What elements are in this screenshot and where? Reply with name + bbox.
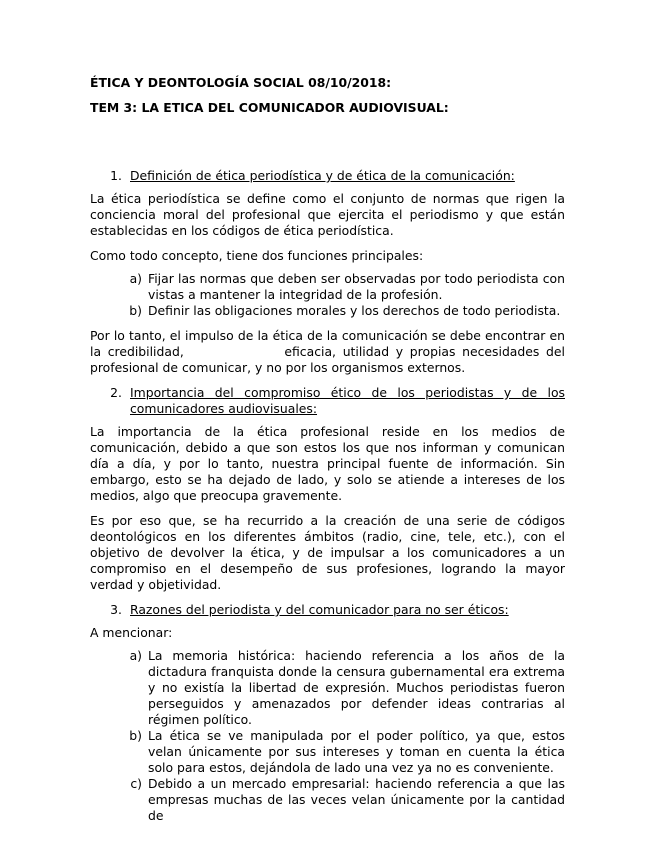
list-item-text: La ética se ve manipulada por el poder político, ya que, estos velan únicamente por sus intereses y toman en cuenta la ética solo para estos, dejándola de lado una vez ya no es conveniente.	[148, 728, 565, 775]
document-page	[90, 72, 569, 824]
section-number: 2.	[110, 385, 122, 400]
section-1-heading	[90, 168, 565, 184]
document-title: ÉTICA Y DEONTOLOGÍA SOCIAL 08/10/2018:	[90, 75, 392, 90]
section-title: Importancia del compromiso ético de los periodistas y de los comunicadores audiovisuales:	[130, 385, 565, 416]
list-item-letter: a)	[129, 271, 142, 286]
paragraph: A mencionar:	[90, 625, 173, 640]
list-item-letter: b)	[129, 728, 142, 743]
list-item-letter: a)	[129, 648, 142, 663]
list-item-letter: b)	[129, 303, 142, 318]
list-item	[90, 648, 565, 728]
paragraph: La ética periodística se define como el conjunto de normas que rigen la conciencia moral del profesional que ejercita el periodismo y que están establecidas en los códigos de ética periodística.	[90, 191, 565, 238]
paragraph: Como todo concepto, tiene dos funciones principales:	[90, 248, 424, 263]
list	[90, 271, 565, 319]
list-item	[90, 776, 565, 824]
list-item	[90, 303, 565, 319]
list-item-text: Debido a un mercado empresarial: haciendo referencia a que las empresas muchas de las veces velan únicamente por la cantidad de	[148, 776, 565, 823]
list-item	[90, 728, 565, 776]
list	[90, 648, 565, 824]
section-2-heading	[90, 385, 565, 417]
section-3-heading	[90, 602, 565, 618]
list-item-letter: c)	[130, 776, 142, 791]
list-item-text: Fijar las normas que deben ser observadas por todo periodista con vistas a mantener la integridad de la profesión.	[148, 271, 565, 302]
paragraph: Es por eso que, se ha recurrido a la creación de una serie de códigos deontológicos en los diferentes ámbitos (radio, cine, tele, etc.), con el objetivo de devolver la ética, y de impulsar a los comunicadores a un compromiso en el desempeño de sus profesiones, logrando la mayor verdad y objetividad.	[90, 513, 565, 592]
section-title: Razones del periodista y del comunicador para no ser éticos:	[130, 602, 509, 617]
section-title: Definición de ética periodística y de ética de la comunicación:	[130, 168, 515, 183]
paragraph: La importancia de la ética profesional reside en los medios de comunicación, debido a que son estos los que nos informan y comunican día a día, y por lo tanto, nuestra principal fuente de información. Sin embargo, esto se ha dejado de lado, y solo se atiende a intereses de los medios, algo que preocupa gravemente.	[90, 424, 565, 503]
list-item-text: Definir las obligaciones morales y los derechos de todo periodista.	[148, 303, 561, 318]
section-number: 3.	[110, 602, 122, 617]
section-number: 1.	[110, 168, 122, 183]
document-subtitle: TEM 3: LA ETICA DEL COMUNICADOR AUDIOVISUAL:	[90, 100, 449, 115]
list-item-text: La memoria histórica: haciendo referencia a los años de la dictadura franquista donde la censura gubernamental era extrema y no existía la libertad de expresión. Muchos periodistas fueron perseguidos y amenazados por defender ideas contrarias al régimen político.	[148, 648, 565, 727]
paragraph: Por lo tanto, el impulso de la ética de la comunicación se debe encontrar en la credibilidad, eficacia, utilidad y propias necesidades del profesional de comunicar, y no por los organismos externos.	[90, 328, 569, 375]
list-item	[90, 271, 565, 303]
